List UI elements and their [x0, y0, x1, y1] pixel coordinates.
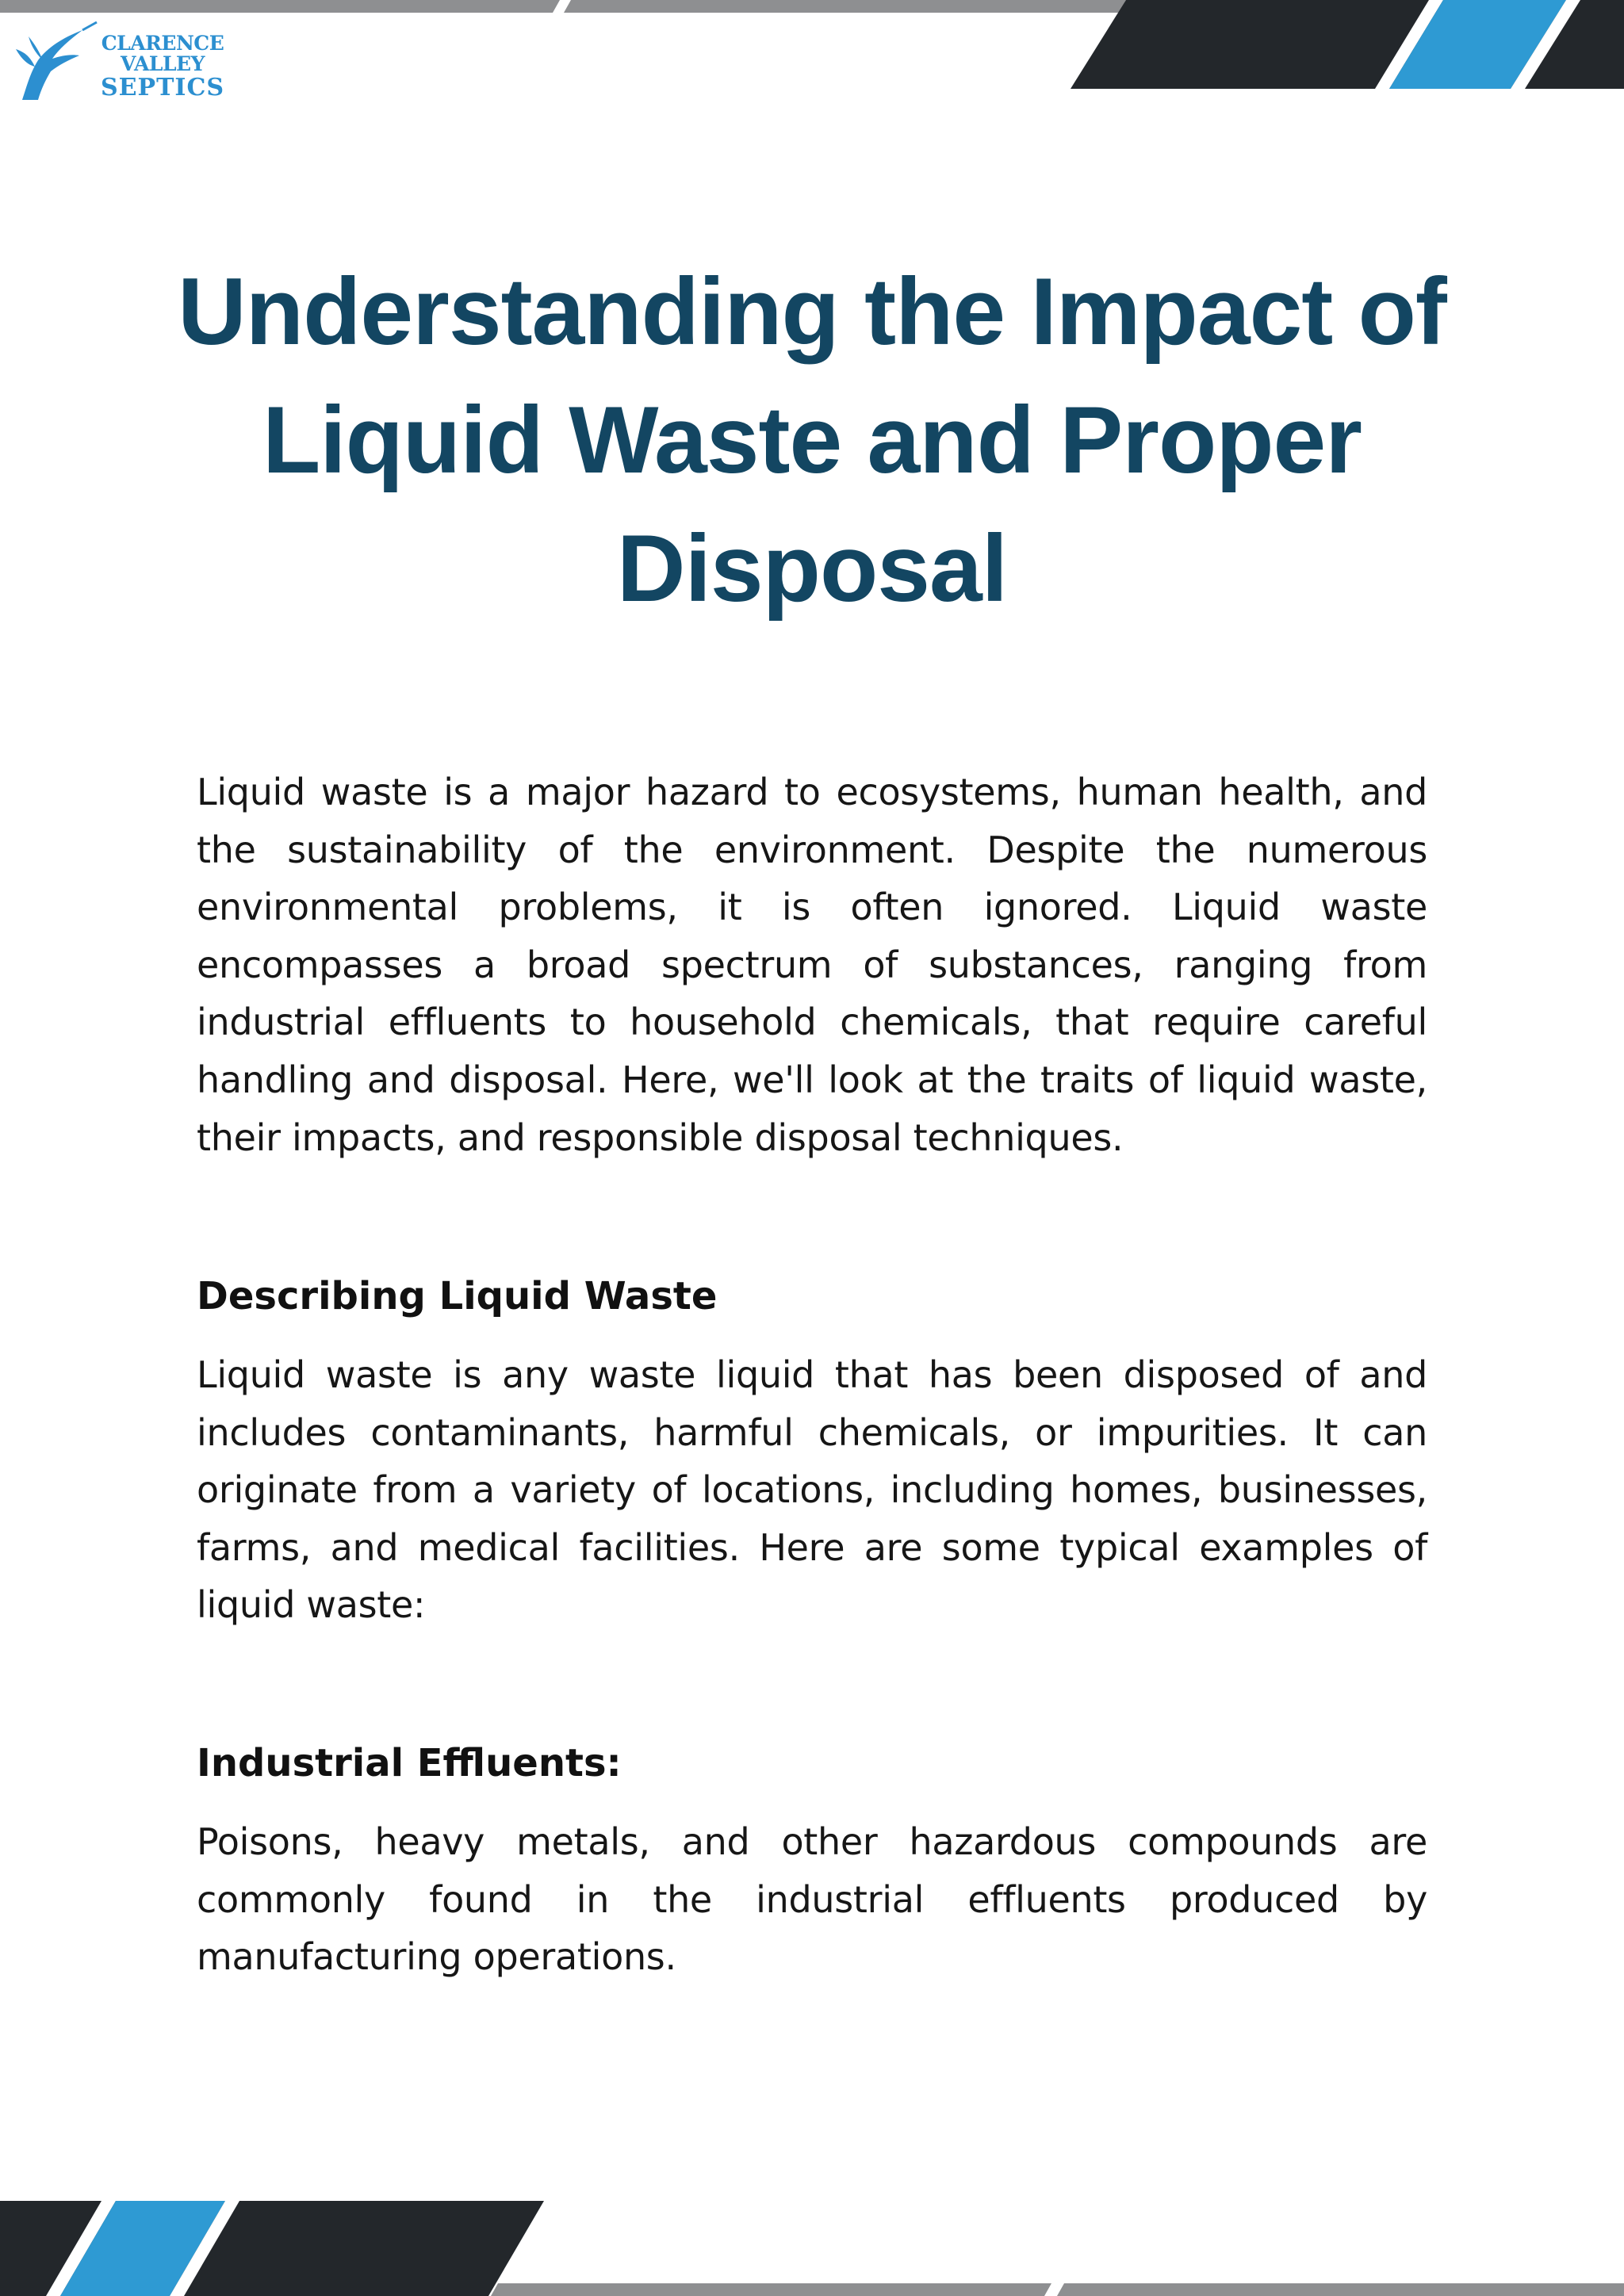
header-grey-stripe-left: [0, 0, 560, 13]
footer-decoration: [0, 2201, 1624, 2296]
footer-grey-stripe-left: [491, 2283, 1051, 2296]
section-heading: Describing Liquid Waste: [197, 1274, 718, 1318]
brand-logo: [11, 17, 249, 105]
section-paragraph: Poisons, heavy metals, and other hazardous compounds are commonly found in the industrial effluents produced by manufacturing operations.: [197, 1820, 1427, 1979]
brand-name-line1: CLARENCE VALLEY: [101, 32, 224, 76]
intro-paragraph: Liquid waste is a major hazard to ecosystems, human health, and the sustainability of the environment. Despite the numerous environmental problems, it is often ignored. Liquid waste encompasses a broad spectrum of substances, ranging from industrial effluents to household chemicals, that require careful handling and disposal. Here, we'll look at the traits of liquid waste, their impacts, and responsible disposal techniques.: [197, 771, 1427, 1159]
section-describing-liquid-waste: [197, 1272, 1427, 1320]
section-paragraph: Liquid waste is any waste liquid that has been disposed of and includes contaminants, harmful chemicals, or impurities. It can originate from a variety of locations, including homes, businesses, farms, and medical facilities. Here are some typical examples of liquid waste:: [197, 1353, 1427, 1627]
section-industrial-effluents-body: [197, 1813, 1427, 1986]
footer-grey-stripe-right: [1057, 2283, 1624, 2296]
page-title: Understanding the Impact of Liquid Waste and Proper Disposal: [178, 258, 1446, 622]
section-describing-liquid-waste-body: [197, 1346, 1427, 1634]
section-heading: Industrial Effluents:: [197, 1741, 622, 1785]
intro-section: [197, 763, 1427, 1166]
section-industrial-effluents: [197, 1739, 1427, 1787]
brand-name: [71, 33, 254, 100]
brand-name-line2: SEPTICS: [101, 73, 224, 101]
header-grey-stripe-right: [564, 0, 1126, 13]
